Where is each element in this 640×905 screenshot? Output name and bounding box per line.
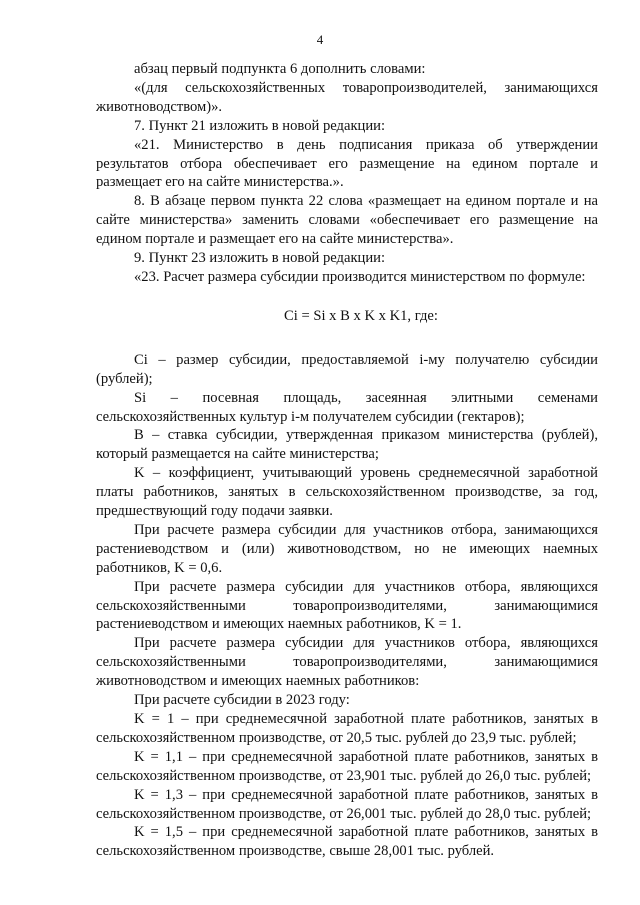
document-body xyxy=(96,60,598,861)
k-level-1-1: K = 1,1 – при среднемесячной заработной плате работников, занятых в сельскохозяйственном производстве, от 23,901 тыс. рублей до 26,0 тыс. рублей; xyxy=(96,748,598,784)
k-level-1: K = 1 – при среднемесячной заработной плате работников, занятых в сельскохозяйственном производстве, от 20,5 тыс. рублей до 23,9 тыс. рублей; xyxy=(96,711,598,746)
definition-k: K – коэффициент, учитывающий уровень среднемесячной заработной платы работников, занятых в сельскохозяйственном производстве, за год, предшествующий году подачи заявки. xyxy=(96,465,598,520)
paragraph-item-8: 8. В абзаце первом пункта 22 слова «размещает на едином портале и на сайте министерства» заменить словами «обеспечивает его размещение на едином портале и размещает его на сайте министерства». xyxy=(96,193,598,248)
paragraph-quote-23: «23. Расчет размера субсидии производится министерством по формуле: xyxy=(134,268,586,285)
subsidy-formula: Ci = Si x B x K x K1, где: xyxy=(284,307,438,324)
definition-si: Si – посевная площадь, засеянная элитными семенами сельскохозяйственных культур i-м получателем субсидии (гектаров); xyxy=(96,389,598,425)
paragraph-k-livestock: При расчете размера субсидии для участников отбора, являющихся сельскохозяйственными товаропроизводителями, занимающимися животноводством и имеющих наемных работников: xyxy=(96,635,598,690)
definition-b: B – ставка субсидии, утвержденная приказом министерства (рублей), который размещается на сайте министерства; xyxy=(96,427,598,463)
k-level-1-5: K = 1,5 – при среднемесячной заработной плате работников, занятых в сельскохозяйственном производстве, свыше 28,001 тыс. рублей. xyxy=(96,824,598,860)
page-number: 4 xyxy=(316,32,324,47)
paragraph-amend-6: абзац первый подпункта 6 дополнить словами: xyxy=(134,61,426,77)
paragraph-k-crop: При расчете размера субсидии для участников отбора, являющихся сельскохозяйственными товаропроизводителями, занимающимися растениеводством и имеющих наемных работников, K = 1. xyxy=(96,578,598,633)
paragraph-item-7: 7. Пункт 21 изложить в новой редакции: xyxy=(134,117,386,134)
definition-ci: Ci – размер субсидии, предоставляемой i-му получателю субсидии (рублей); xyxy=(96,351,598,387)
paragraph-quote-21: «21. Министерство в день подписания приказа об утверждении результатов отбора обеспечивает его размещение на едином портале и размещает его на сайте министерства.». xyxy=(96,136,598,191)
paragraph-2023: При расчете субсидии в 2023 году: xyxy=(134,692,350,709)
paragraph-quote-6: «(для сельскохозяйственных товаропроизводителей, занимающихся животноводством)». xyxy=(96,79,598,115)
paragraph-k-no-workers: При расчете размера субсидии для участников отбора, занимающихся растениеводством и (или) животноводством, но не имеющих наемных работников, K = 0,6. xyxy=(96,521,598,576)
paragraph-item-9: 9. Пункт 23 изложить в новой редакции: xyxy=(134,250,386,267)
k-level-1-3: K = 1,3 – при среднемесячной заработной плате работников, занятых в сельскохозяйственном производстве, от 26,001 тыс. рублей до 28,0 тыс. рублей; xyxy=(96,786,598,822)
